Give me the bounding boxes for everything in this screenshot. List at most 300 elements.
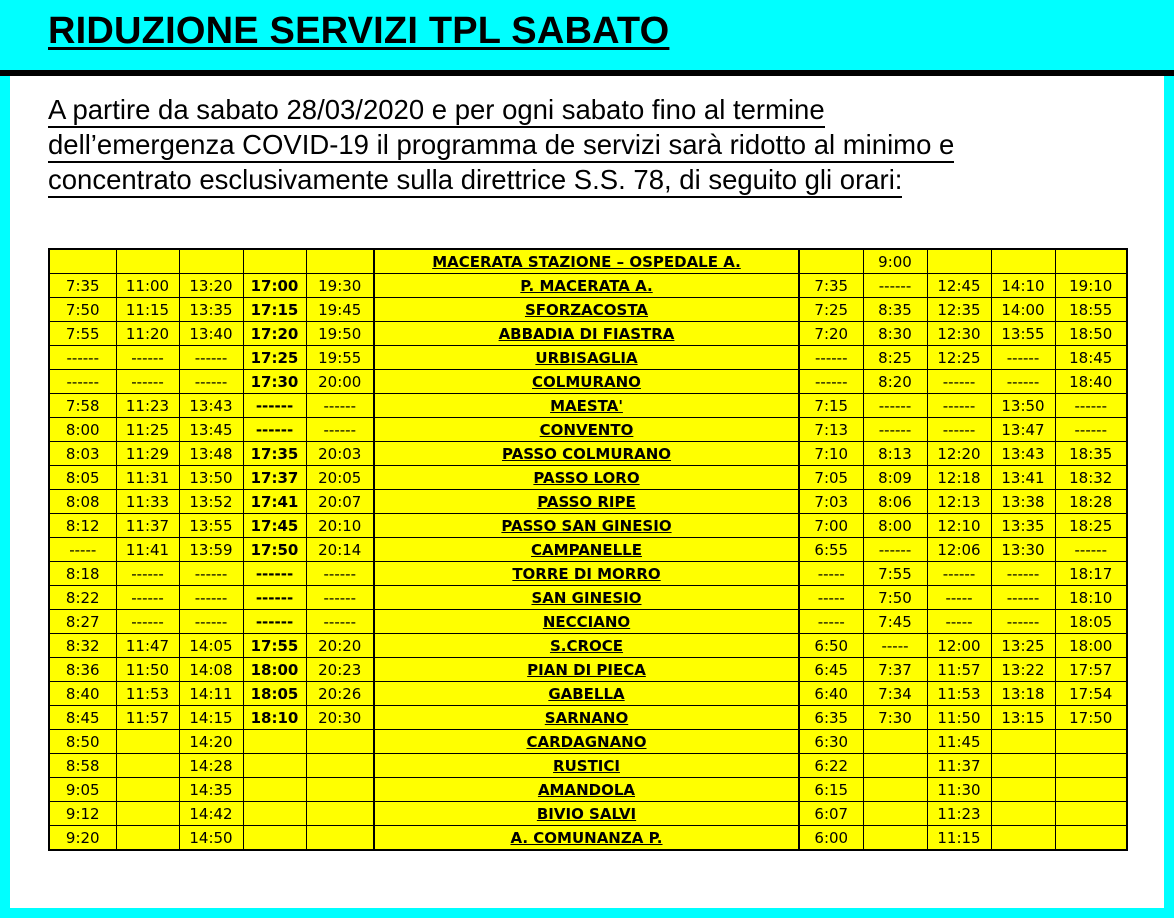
return-time-cell: ----- [799, 610, 863, 634]
outbound-time-cell: 20:20 [306, 634, 374, 658]
outbound-time-cell: 8:27 [49, 610, 116, 634]
return-time-cell: 7:00 [799, 514, 863, 538]
return-time-cell: 18:28 [1055, 490, 1127, 514]
return-time-cell: ------ [863, 418, 927, 442]
return-time-cell: 18:35 [1055, 442, 1127, 466]
outbound-time-cell: 17:55 [243, 634, 306, 658]
return-time-cell [927, 249, 991, 274]
outbound-time-cell: 8:45 [49, 706, 116, 730]
outbound-time-cell [116, 826, 179, 851]
return-time-cell: 6:00 [799, 826, 863, 851]
return-time-cell: 7:10 [799, 442, 863, 466]
stop-name-cell: A. COMUNANZA P. [374, 826, 799, 851]
outbound-time-cell: 19:45 [306, 298, 374, 322]
outbound-time-cell: ------ [306, 394, 374, 418]
outbound-time-cell: 20:23 [306, 658, 374, 682]
stop-name-cell: NECCIANO [374, 610, 799, 634]
outbound-time-cell: 11:57 [116, 706, 179, 730]
outbound-time-cell: 19:50 [306, 322, 374, 346]
table-row [49, 322, 1127, 346]
return-time-cell: 12:06 [927, 538, 991, 562]
stop-name-cell: SARNANO [374, 706, 799, 730]
stop-name-cell: MACERATA STAZIONE – OSPEDALE A. [374, 249, 799, 274]
stop-name-cell: PASSO RIPE [374, 490, 799, 514]
table-row [49, 802, 1127, 826]
outbound-time-cell: 20:26 [306, 682, 374, 706]
outbound-time-cell: ------ [116, 562, 179, 586]
outbound-time-cell: 7:50 [49, 298, 116, 322]
return-time-cell: 18:55 [1055, 298, 1127, 322]
return-time-cell: 17:54 [1055, 682, 1127, 706]
outbound-time-cell [243, 778, 306, 802]
outbound-time-cell: ------ [49, 346, 116, 370]
outbound-time-cell: 18:00 [243, 658, 306, 682]
return-time-cell: 14:00 [991, 298, 1055, 322]
page-title: RIDUZIONE SERVIZI TPL SABATO [48, 10, 670, 52]
return-time-cell: 6:45 [799, 658, 863, 682]
return-time-cell: 13:30 [991, 538, 1055, 562]
stop-name-cell: PASSO SAN GINESIO [374, 514, 799, 538]
outbound-time-cell: 13:59 [179, 538, 243, 562]
outbound-time-cell: 8:22 [49, 586, 116, 610]
return-time-cell: 8:13 [863, 442, 927, 466]
header-banner [0, 0, 1174, 70]
stop-name-cell: P. MACERATA A. [374, 274, 799, 298]
outbound-time-cell: ------ [306, 586, 374, 610]
return-time-cell: 13:22 [991, 658, 1055, 682]
outbound-time-cell: 17:37 [243, 466, 306, 490]
outbound-time-cell: 17:30 [243, 370, 306, 394]
return-time-cell [1055, 826, 1127, 851]
stop-name-cell: SFORZACOSTA [374, 298, 799, 322]
return-time-cell: 13:43 [991, 442, 1055, 466]
stop-name-cell: PASSO COLMURANO [374, 442, 799, 466]
table-row [49, 466, 1127, 490]
return-time-cell: ----- [927, 586, 991, 610]
outbound-time-cell [116, 802, 179, 826]
outbound-time-cell: 13:52 [179, 490, 243, 514]
return-time-cell: 18:32 [1055, 466, 1127, 490]
return-time-cell: 18:10 [1055, 586, 1127, 610]
outbound-time-cell: ------ [179, 586, 243, 610]
return-time-cell: ------ [1055, 538, 1127, 562]
outbound-time-cell: 14:28 [179, 754, 243, 778]
return-time-cell: 7:25 [799, 298, 863, 322]
outbound-time-cell: 11:31 [116, 466, 179, 490]
return-time-cell: 7:15 [799, 394, 863, 418]
outbound-time-cell: 8:12 [49, 514, 116, 538]
outbound-time-cell: 11:25 [116, 418, 179, 442]
table-row [49, 706, 1127, 730]
stop-name-cell: CONVENTO [374, 418, 799, 442]
return-time-cell: ------ [991, 610, 1055, 634]
table-row [49, 682, 1127, 706]
intro-line: dell’emergenza COVID-19 il programma de servizi sarà ridotto al minimo e [48, 129, 954, 163]
return-time-cell [863, 826, 927, 851]
outbound-time-cell: 14:50 [179, 826, 243, 851]
return-time-cell: ----- [863, 634, 927, 658]
outbound-time-cell: ------ [243, 394, 306, 418]
return-time-cell: 12:18 [927, 466, 991, 490]
outbound-time-cell: 11:33 [116, 490, 179, 514]
outbound-time-cell: 14:11 [179, 682, 243, 706]
return-time-cell: 17:57 [1055, 658, 1127, 682]
outbound-time-cell: 8:18 [49, 562, 116, 586]
return-time-cell: 11:37 [927, 754, 991, 778]
outbound-time-cell: 11:41 [116, 538, 179, 562]
outbound-time-cell: 11:23 [116, 394, 179, 418]
return-time-cell: 11:57 [927, 658, 991, 682]
stop-name-cell: S.CROCE [374, 634, 799, 658]
table-row [49, 298, 1127, 322]
outbound-time-cell: 20:07 [306, 490, 374, 514]
return-time-cell: 7:30 [863, 706, 927, 730]
return-time-cell: 7:37 [863, 658, 927, 682]
outbound-time-cell: ------ [243, 586, 306, 610]
outbound-time-cell: 9:05 [49, 778, 116, 802]
outbound-time-cell [49, 249, 116, 274]
return-time-cell: 11:45 [927, 730, 991, 754]
outbound-time-cell: ------ [179, 346, 243, 370]
return-time-cell: ------ [927, 394, 991, 418]
stop-name-cell: SAN GINESIO [374, 586, 799, 610]
return-time-cell: 13:55 [991, 322, 1055, 346]
return-time-cell: 11:30 [927, 778, 991, 802]
return-time-cell: 18:17 [1055, 562, 1127, 586]
return-time-cell: 6:30 [799, 730, 863, 754]
table-row [49, 442, 1127, 466]
outbound-time-cell: 13:50 [179, 466, 243, 490]
outbound-time-cell: 13:35 [179, 298, 243, 322]
outbound-time-cell: ------ [116, 346, 179, 370]
stop-name-cell: CARDAGNANO [374, 730, 799, 754]
return-time-cell: ------ [927, 418, 991, 442]
table-row [49, 490, 1127, 514]
outbound-time-cell: 17:00 [243, 274, 306, 298]
return-time-cell: 7:03 [799, 490, 863, 514]
table-row [49, 249, 1127, 274]
return-time-cell: 6:07 [799, 802, 863, 826]
outbound-time-cell: 19:55 [306, 346, 374, 370]
return-time-cell [991, 754, 1055, 778]
outbound-time-cell: 17:45 [243, 514, 306, 538]
outbound-time-cell: 18:10 [243, 706, 306, 730]
return-time-cell: 18:50 [1055, 322, 1127, 346]
outbound-time-cell: 11:29 [116, 442, 179, 466]
return-time-cell: 13:41 [991, 466, 1055, 490]
return-time-cell: ------ [1055, 394, 1127, 418]
return-time-cell: 7:45 [863, 610, 927, 634]
outbound-time-cell: 7:58 [49, 394, 116, 418]
return-time-cell: 12:45 [927, 274, 991, 298]
return-time-cell: 6:22 [799, 754, 863, 778]
table-row [49, 418, 1127, 442]
outbound-time-cell: 14:20 [179, 730, 243, 754]
return-time-cell: 8:09 [863, 466, 927, 490]
return-time-cell: ------ [863, 274, 927, 298]
return-time-cell: 8:25 [863, 346, 927, 370]
return-time-cell: 12:20 [927, 442, 991, 466]
outbound-time-cell [243, 826, 306, 851]
outbound-time-cell: ------ [116, 370, 179, 394]
table-row [49, 754, 1127, 778]
outbound-time-cell: 17:20 [243, 322, 306, 346]
return-time-cell: 13:25 [991, 634, 1055, 658]
outbound-time-cell: 13:45 [179, 418, 243, 442]
return-time-cell: 17:50 [1055, 706, 1127, 730]
return-time-cell: 12:00 [927, 634, 991, 658]
return-time-cell: 12:30 [927, 322, 991, 346]
outbound-time-cell: ------ [116, 586, 179, 610]
return-time-cell: ----- [927, 610, 991, 634]
return-time-cell: 13:38 [991, 490, 1055, 514]
return-time-cell [863, 802, 927, 826]
return-time-cell: 6:55 [799, 538, 863, 562]
outbound-time-cell [243, 802, 306, 826]
outbound-time-cell: 8:08 [49, 490, 116, 514]
return-time-cell [799, 249, 863, 274]
return-time-cell: 13:50 [991, 394, 1055, 418]
intro-line: concentrato esclusivamente sulla direttrice S.S. 78, di seguito gli orari: [48, 164, 902, 198]
return-time-cell [1055, 778, 1127, 802]
return-time-cell: 7:35 [799, 274, 863, 298]
table-row [49, 778, 1127, 802]
return-time-cell: 12:35 [927, 298, 991, 322]
outbound-time-cell [243, 754, 306, 778]
return-time-cell: 12:25 [927, 346, 991, 370]
outbound-time-cell: ------ [243, 610, 306, 634]
return-time-cell: ------ [991, 586, 1055, 610]
outbound-time-cell: 8:03 [49, 442, 116, 466]
return-time-cell: 11:15 [927, 826, 991, 851]
outbound-time-cell: 17:25 [243, 346, 306, 370]
stop-name-cell: AMANDOLA [374, 778, 799, 802]
stop-name-cell: PIAN DI PIECA [374, 658, 799, 682]
outbound-time-cell [243, 249, 306, 274]
outbound-time-cell: 13:55 [179, 514, 243, 538]
table-row [49, 658, 1127, 682]
outbound-time-cell: 17:15 [243, 298, 306, 322]
return-time-cell: 7:20 [799, 322, 863, 346]
return-time-cell: ----- [799, 562, 863, 586]
outbound-time-cell: 9:12 [49, 802, 116, 826]
intro-text [48, 93, 1158, 198]
outbound-time-cell: 11:15 [116, 298, 179, 322]
outbound-time-cell: 9:20 [49, 826, 116, 851]
outbound-time-cell: ------ [306, 610, 374, 634]
outbound-time-cell [116, 730, 179, 754]
return-time-cell: 13:35 [991, 514, 1055, 538]
stop-name-cell: ABBADIA DI FIASTRA [374, 322, 799, 346]
outbound-time-cell [116, 249, 179, 274]
outbound-time-cell: 7:55 [49, 322, 116, 346]
return-time-cell [991, 826, 1055, 851]
return-time-cell: 8:20 [863, 370, 927, 394]
return-time-cell: 9:00 [863, 249, 927, 274]
outbound-time-cell: 20:00 [306, 370, 374, 394]
table-row [49, 370, 1127, 394]
outbound-time-cell: ----- [49, 538, 116, 562]
return-time-cell: ------ [863, 538, 927, 562]
return-time-cell: 11:53 [927, 682, 991, 706]
stop-name-cell: URBISAGLIA [374, 346, 799, 370]
stop-name-cell: GABELLA [374, 682, 799, 706]
outbound-time-cell: 8:40 [49, 682, 116, 706]
return-time-cell: 18:05 [1055, 610, 1127, 634]
return-time-cell: 11:50 [927, 706, 991, 730]
outbound-time-cell [306, 826, 374, 851]
return-time-cell [863, 754, 927, 778]
outbound-time-cell: 20:05 [306, 466, 374, 490]
outbound-time-cell: ------ [179, 610, 243, 634]
return-time-cell [1055, 754, 1127, 778]
outbound-time-cell: ------ [49, 370, 116, 394]
outbound-time-cell: ------ [179, 370, 243, 394]
return-time-cell: 19:10 [1055, 274, 1127, 298]
table-row [49, 826, 1127, 851]
return-time-cell: 13:18 [991, 682, 1055, 706]
return-time-cell: 13:15 [991, 706, 1055, 730]
outbound-time-cell: ------ [306, 418, 374, 442]
table-row [49, 730, 1127, 754]
return-time-cell: 7:13 [799, 418, 863, 442]
outbound-time-cell: 8:32 [49, 634, 116, 658]
return-time-cell: 12:10 [927, 514, 991, 538]
return-time-cell: ------ [863, 394, 927, 418]
outbound-time-cell: 17:50 [243, 538, 306, 562]
table-row [49, 586, 1127, 610]
timetable [48, 248, 1128, 851]
table-row [49, 274, 1127, 298]
return-time-cell: ------ [1055, 418, 1127, 442]
outbound-time-cell: 13:43 [179, 394, 243, 418]
outbound-time-cell: ------ [243, 418, 306, 442]
stop-name-cell: MAESTA' [374, 394, 799, 418]
return-time-cell: 18:45 [1055, 346, 1127, 370]
return-time-cell: ------ [799, 370, 863, 394]
return-time-cell: 7:55 [863, 562, 927, 586]
outbound-time-cell: 19:30 [306, 274, 374, 298]
outbound-time-cell: 11:20 [116, 322, 179, 346]
outbound-time-cell: 14:15 [179, 706, 243, 730]
outbound-time-cell: 14:35 [179, 778, 243, 802]
return-time-cell: ------ [927, 370, 991, 394]
stop-name-cell: PASSO LORO [374, 466, 799, 490]
outbound-time-cell: 11:47 [116, 634, 179, 658]
return-time-cell: ------ [991, 346, 1055, 370]
outbound-time-cell: 8:50 [49, 730, 116, 754]
outbound-time-cell: 11:50 [116, 658, 179, 682]
intro-line: A partire da sabato 28/03/2020 e per ogni sabato fino al termine [48, 94, 825, 128]
return-time-cell: 6:50 [799, 634, 863, 658]
table-row [49, 514, 1127, 538]
return-time-cell: 6:15 [799, 778, 863, 802]
outbound-time-cell: 13:40 [179, 322, 243, 346]
return-time-cell [991, 249, 1055, 274]
outbound-time-cell: 8:00 [49, 418, 116, 442]
outbound-time-cell: ------ [116, 610, 179, 634]
outbound-time-cell: 13:48 [179, 442, 243, 466]
outbound-time-cell: 13:20 [179, 274, 243, 298]
return-time-cell: 8:30 [863, 322, 927, 346]
table-row [49, 394, 1127, 418]
stop-name-cell: TORRE DI MORRO [374, 562, 799, 586]
return-time-cell: 8:06 [863, 490, 927, 514]
table-row [49, 346, 1127, 370]
outbound-time-cell: ------ [179, 562, 243, 586]
outbound-time-cell [116, 778, 179, 802]
outbound-time-cell [306, 249, 374, 274]
return-time-cell: ------ [927, 562, 991, 586]
outbound-time-cell: 14:08 [179, 658, 243, 682]
return-time-cell [863, 730, 927, 754]
return-time-cell: 7:34 [863, 682, 927, 706]
table-row [49, 610, 1127, 634]
return-time-cell: 8:00 [863, 514, 927, 538]
return-time-cell: ------ [991, 370, 1055, 394]
return-time-cell [991, 802, 1055, 826]
return-time-cell: 18:25 [1055, 514, 1127, 538]
return-time-cell: 18:40 [1055, 370, 1127, 394]
return-time-cell: 13:47 [991, 418, 1055, 442]
outbound-time-cell: 14:05 [179, 634, 243, 658]
outbound-time-cell: 11:37 [116, 514, 179, 538]
return-time-cell: ------ [991, 562, 1055, 586]
table-row [49, 538, 1127, 562]
outbound-time-cell [306, 754, 374, 778]
outbound-time-cell [306, 802, 374, 826]
return-time-cell: 11:23 [927, 802, 991, 826]
outbound-time-cell: ------ [243, 562, 306, 586]
return-time-cell: 7:05 [799, 466, 863, 490]
table-row [49, 634, 1127, 658]
outbound-time-cell: 11:53 [116, 682, 179, 706]
outbound-time-cell: 20:30 [306, 706, 374, 730]
return-time-cell: 7:50 [863, 586, 927, 610]
outbound-time-cell [306, 778, 374, 802]
outbound-time-cell: 18:05 [243, 682, 306, 706]
outbound-time-cell: 11:00 [116, 274, 179, 298]
return-time-cell [1055, 802, 1127, 826]
outbound-time-cell [179, 249, 243, 274]
stop-name-cell: BIVIO SALVI [374, 802, 799, 826]
return-time-cell [991, 778, 1055, 802]
return-time-cell: 12:13 [927, 490, 991, 514]
stop-name-cell: RUSTICI [374, 754, 799, 778]
outbound-time-cell: 8:36 [49, 658, 116, 682]
return-time-cell [863, 778, 927, 802]
return-time-cell: 8:35 [863, 298, 927, 322]
return-time-cell [991, 730, 1055, 754]
return-time-cell [1055, 730, 1127, 754]
outbound-time-cell: 20:14 [306, 538, 374, 562]
return-time-cell [1055, 249, 1127, 274]
outbound-time-cell [116, 754, 179, 778]
return-time-cell: ----- [799, 586, 863, 610]
outbound-time-cell [306, 730, 374, 754]
outbound-time-cell: 8:58 [49, 754, 116, 778]
return-time-cell: 18:00 [1055, 634, 1127, 658]
outbound-time-cell: 17:35 [243, 442, 306, 466]
outbound-time-cell: 7:35 [49, 274, 116, 298]
return-time-cell: 6:35 [799, 706, 863, 730]
stop-name-cell: CAMPANELLE [374, 538, 799, 562]
outbound-time-cell: ------ [306, 562, 374, 586]
outbound-time-cell: 20:10 [306, 514, 374, 538]
stop-name-cell: COLMURANO [374, 370, 799, 394]
table-row [49, 562, 1127, 586]
return-time-cell: 14:10 [991, 274, 1055, 298]
